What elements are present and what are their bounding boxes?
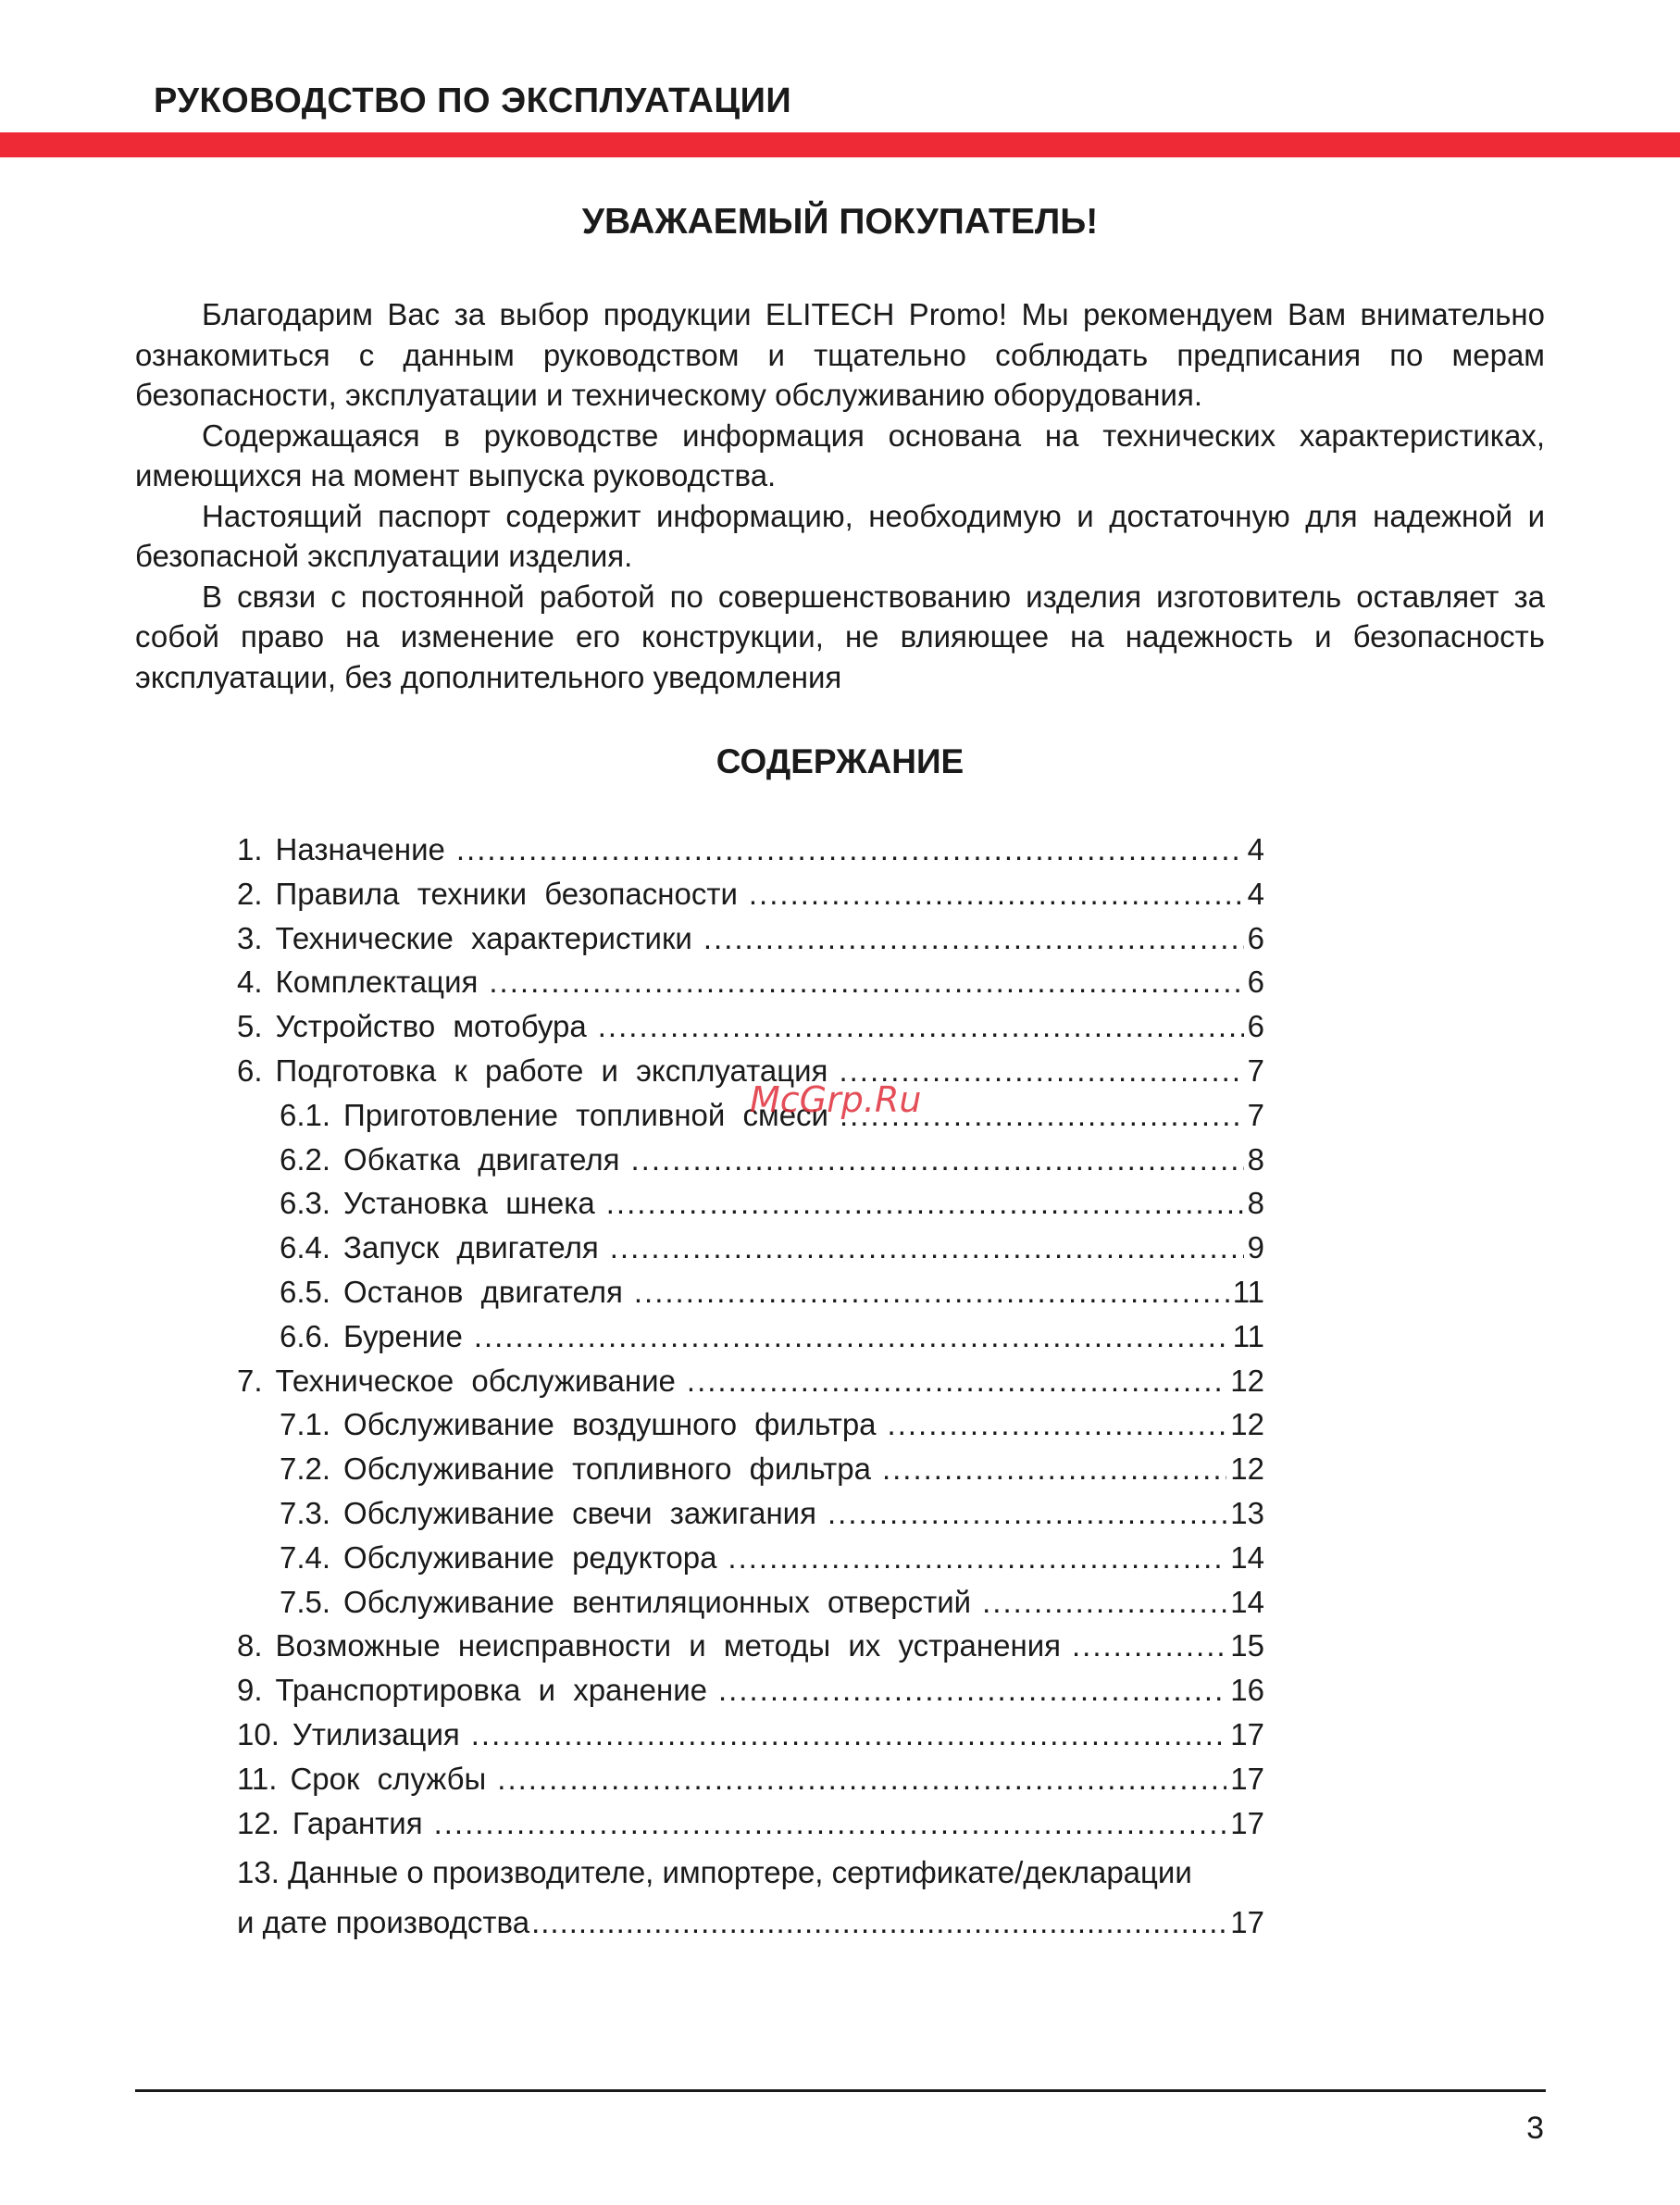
toc-item-number: 9. xyxy=(237,1673,263,1708)
toc-leader-dots xyxy=(497,1762,1226,1797)
toc-item-page: 9 xyxy=(1247,1230,1264,1265)
toc-item-number: 4. xyxy=(237,965,263,1000)
toc-subitem[interactable] xyxy=(237,1319,1264,1364)
toc-leader-dots xyxy=(718,1673,1226,1708)
toc-item-label: Возможные неисправности и методы их устранения xyxy=(275,1628,1061,1663)
intro-paragraph: Настоящий паспорт содержит информацию, необходимую и достаточную для надежной и безопасной эксплуатации изделия. xyxy=(135,498,1545,573)
toc-item-label: Обслуживание воздушного фильтра xyxy=(343,1407,877,1442)
toc-item-label: Обслуживание топливного фильтра xyxy=(343,1451,871,1487)
toc-item-label: Устройство мотобура xyxy=(275,1009,587,1044)
toc-item-page: 6 xyxy=(1247,965,1264,1000)
toc-item-page: 14 xyxy=(1230,1539,1264,1575)
toc-item[interactable] xyxy=(237,1762,1264,1806)
toc-subitem[interactable] xyxy=(237,1186,1264,1230)
intro-text xyxy=(135,294,1545,697)
toc-item-label: Подготовка к работе и эксплуатация xyxy=(275,1053,828,1088)
greeting-heading: УВАЖАЕМЫЙ ПОКУПАТЕЛЬ! xyxy=(581,202,1099,242)
toc-item-page: 6 xyxy=(1247,1009,1264,1044)
toc-item-label: Гарантия xyxy=(292,1805,423,1840)
toc-item-page: 4 xyxy=(1247,876,1264,911)
toc-item-label: Установка шнека xyxy=(343,1186,595,1221)
toc-subitem[interactable] xyxy=(237,1407,1264,1451)
toc-item-label: Обслуживание редуктора xyxy=(343,1539,717,1575)
toc-item-number: 11. xyxy=(237,1761,278,1796)
toc-item-number: 6.2. xyxy=(280,1141,331,1177)
toc-item-label-continued: и дате производства xyxy=(237,1905,530,1940)
toc-item-number: 6.4. xyxy=(280,1230,331,1265)
toc-leader-dots xyxy=(474,1319,1229,1354)
toc-leader-dots xyxy=(828,1496,1226,1531)
toc-item-number: 2. xyxy=(237,876,263,911)
toc-item[interactable] xyxy=(237,1364,1264,1408)
toc-item-page: 4 xyxy=(1247,832,1264,866)
toc-item-page: 17 xyxy=(1230,1716,1264,1751)
toc-item-page: 17 xyxy=(1230,1761,1264,1796)
toc-leader-dots xyxy=(882,1451,1226,1487)
toc-item-label: Технические характеристики xyxy=(275,920,692,955)
toc-item-number: 7.1. xyxy=(280,1407,331,1442)
toc-item-label: Назначение xyxy=(275,832,445,866)
toc-subitem[interactable] xyxy=(237,1142,1264,1187)
toc-item-label: Правила техники безопасности xyxy=(275,876,738,911)
toc-subitem[interactable] xyxy=(237,1451,1264,1496)
toc-leader-dots xyxy=(489,965,1243,1000)
toc-item-page: 17 xyxy=(1230,1905,1264,1940)
toc-item-number: 6.5. xyxy=(280,1274,331,1309)
footer-rule xyxy=(135,2089,1546,2092)
toc-item-page: 17 xyxy=(1230,1805,1264,1840)
toc-item[interactable] xyxy=(237,1009,1264,1053)
toc-item-page: 16 xyxy=(1230,1673,1264,1708)
toc-item-number: 10. xyxy=(237,1716,280,1751)
toc-heading: СОДЕРЖАНИЕ xyxy=(716,742,964,780)
toc-item-page: 7 xyxy=(1247,1097,1264,1132)
toc-item-label: Транспортировка и хранение xyxy=(275,1673,707,1708)
toc-leader-dots xyxy=(982,1585,1226,1620)
toc-item-number: 8. xyxy=(237,1628,263,1663)
toc-leader-dots xyxy=(434,1806,1227,1841)
toc-leader-dots xyxy=(456,832,1244,867)
table-of-contents xyxy=(237,832,1264,1940)
toc-item-number: 7.4. xyxy=(280,1539,331,1575)
toc-item-label: Обслуживание свечи зажигания xyxy=(343,1495,816,1530)
toc-item-number: 6. xyxy=(237,1053,263,1088)
toc-item-page: 14 xyxy=(1230,1584,1264,1619)
toc-item-page: 12 xyxy=(1230,1407,1264,1442)
toc-item-page: 7 xyxy=(1247,1053,1264,1088)
toc-item-label: Комплектация xyxy=(275,965,479,1000)
toc-item-page: 12 xyxy=(1230,1451,1264,1487)
toc-item[interactable] xyxy=(237,877,1264,921)
toc-item-page: 11 xyxy=(1232,1274,1264,1309)
toc-leader-dots xyxy=(703,921,1244,956)
toc-item-label: Запуск двигателя xyxy=(343,1230,599,1265)
page-number: 3 xyxy=(1526,2111,1544,2146)
toc-item-number: 6.6. xyxy=(280,1318,331,1353)
toc-item[interactable] xyxy=(237,1717,1264,1762)
header-red-bar xyxy=(0,132,1680,157)
toc-item[interactable] xyxy=(237,1673,1264,1717)
intro-paragraph: Содержащаяся в руководстве информация основана на технических характеристиках, имеющихся на момент выпуска руководства. xyxy=(135,417,1545,492)
toc-leader-dots xyxy=(531,1905,1228,1940)
toc-item-label: Приготовление топливной смеси xyxy=(343,1097,828,1132)
intro-paragraph: Благодарим Вас за выбор продукции ELITECH Promo! Мы рекомендуем Вам внимательно ознакомиться с данным руководством и тщательно соблюдать предписания по мерам безопасности, эксплуатации и техническому обслуживанию оборудования. xyxy=(135,297,1545,412)
toc-item-page: 8 xyxy=(1247,1141,1264,1177)
toc-item-page: 11 xyxy=(1232,1318,1264,1353)
toc-item-long[interactable] xyxy=(237,1855,1264,1940)
toc-subitem[interactable] xyxy=(237,1540,1264,1585)
toc-item-label: 13. Данные о производителе, импортере, сертификате/декларации xyxy=(237,1855,1192,1890)
toc-item-number: 6.3. xyxy=(280,1186,331,1221)
toc-leader-dots xyxy=(471,1717,1227,1752)
toc-leader-dots xyxy=(749,877,1244,912)
toc-item[interactable] xyxy=(237,832,1264,877)
document-header-title: РУКОВОДСТВО ПО ЭКСПЛУАТАЦИИ xyxy=(154,81,792,120)
toc-item-page: 8 xyxy=(1247,1186,1264,1221)
toc-item-number: 6.1. xyxy=(280,1097,331,1132)
toc-leader-dots xyxy=(610,1230,1244,1265)
toc-item-number: 7.2. xyxy=(280,1451,331,1487)
toc-item-number: 7. xyxy=(237,1363,263,1398)
toc-item-label: Срок службы xyxy=(290,1761,487,1796)
toc-leader-dots xyxy=(1072,1628,1226,1663)
toc-item[interactable] xyxy=(237,1806,1264,1850)
toc-item-page: 13 xyxy=(1230,1495,1264,1530)
toc-leader-dots xyxy=(598,1009,1244,1044)
toc-item-number: 7.5. xyxy=(280,1584,331,1619)
toc-subitem[interactable] xyxy=(237,1230,1264,1275)
toc-item-label: Бурение xyxy=(343,1318,463,1353)
toc-item-number: 3. xyxy=(237,920,263,955)
toc-leader-dots xyxy=(687,1364,1226,1399)
toc-leader-dots xyxy=(728,1540,1226,1576)
toc-item-label: Утилизация xyxy=(292,1716,460,1751)
toc-leader-dots xyxy=(634,1275,1229,1310)
toc-leader-dots xyxy=(888,1407,1227,1442)
toc-leader-dots xyxy=(631,1142,1244,1177)
toc-item-label: Обслуживание вентиляционных отверстий xyxy=(343,1584,972,1619)
toc-item-number: 7.3. xyxy=(280,1495,331,1530)
toc-item-page: 12 xyxy=(1230,1363,1264,1398)
toc-subitem[interactable] xyxy=(237,1496,1264,1540)
toc-item-page: 15 xyxy=(1230,1628,1264,1663)
toc-item-page: 6 xyxy=(1247,920,1264,955)
toc-item-number: 12. xyxy=(237,1805,280,1840)
intro-paragraph: В связи с постоянной работой по совершенствованию изделия изготовитель оставляет за собой право на изменение его конструкции, не влияющее на надежность и безопасность эксплуатации, без дополнительного уведомления xyxy=(135,579,1545,694)
toc-subitem[interactable] xyxy=(237,1275,1264,1319)
toc-item-number: 5. xyxy=(237,1009,263,1044)
toc-item[interactable] xyxy=(237,965,1264,1009)
toc-item-label: Обкатка двигателя xyxy=(343,1141,620,1177)
toc-item-number: 1. xyxy=(237,832,263,866)
toc-item[interactable] xyxy=(237,921,1264,965)
watermark-text: McGrp.Ru xyxy=(750,1079,922,1120)
toc-item[interactable] xyxy=(237,1628,1264,1673)
toc-subitem[interactable] xyxy=(237,1585,1264,1629)
toc-item-label: Техническое обслуживание xyxy=(275,1363,676,1398)
toc-item-label: Останов двигателя xyxy=(343,1274,623,1309)
toc-leader-dots xyxy=(606,1186,1244,1221)
